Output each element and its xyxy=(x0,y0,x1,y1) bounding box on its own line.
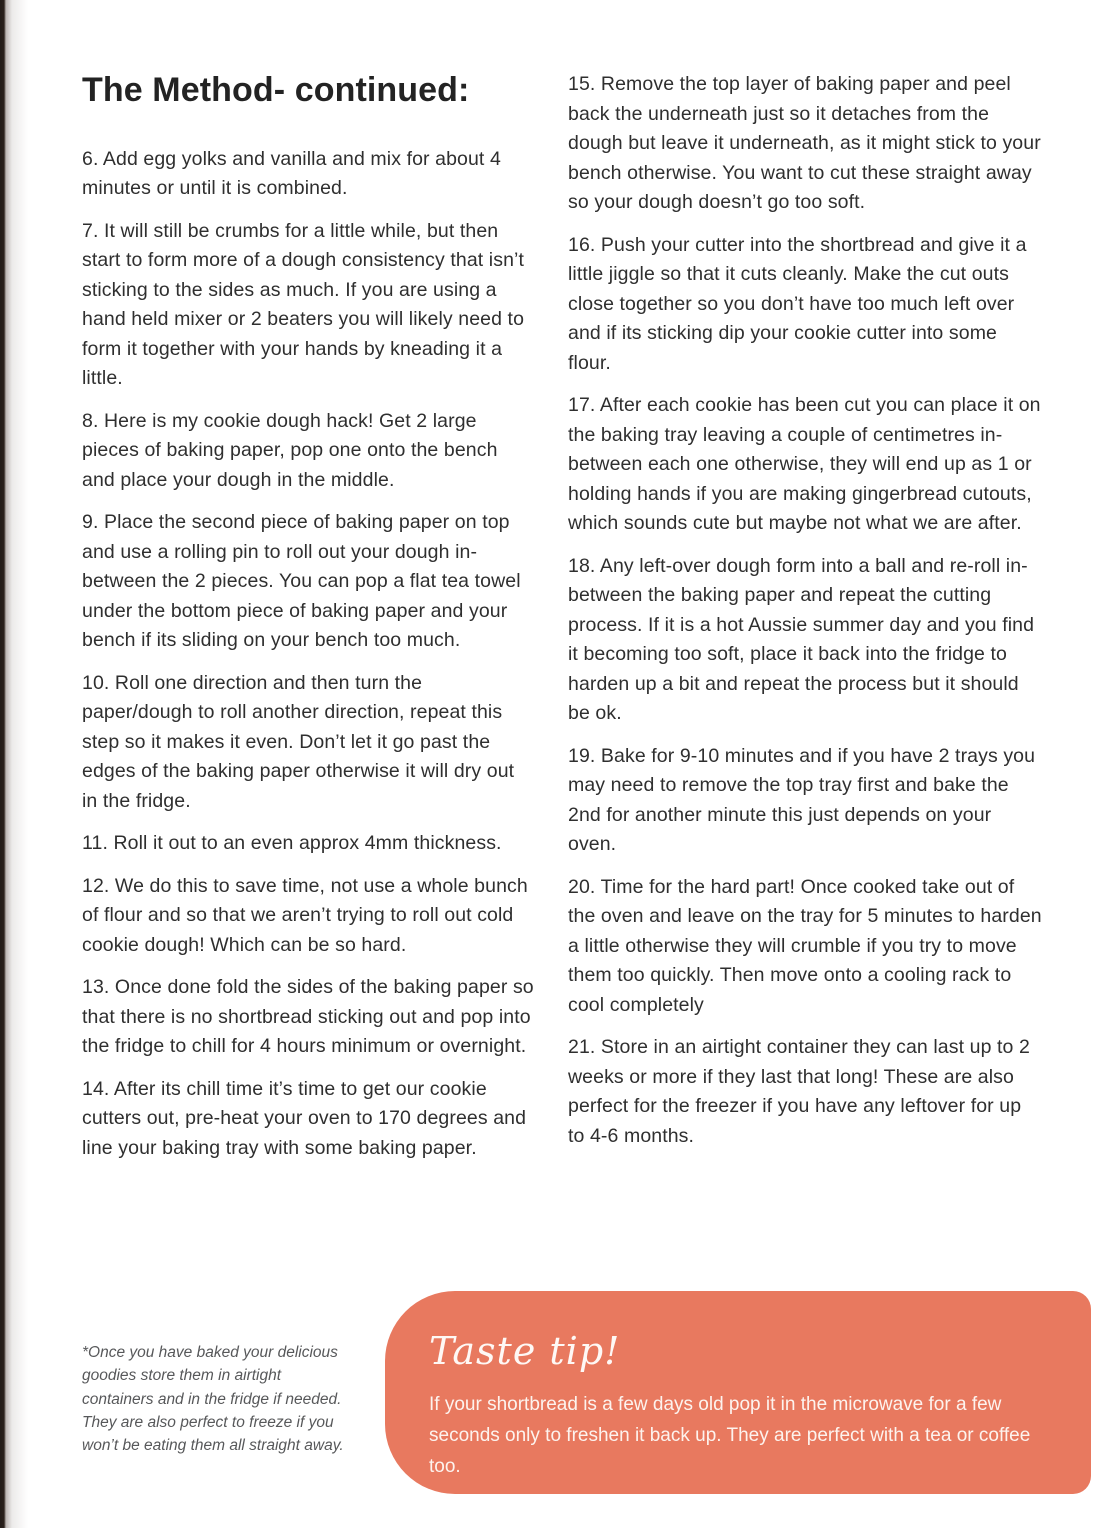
taste-tip-callout xyxy=(385,1291,1091,1494)
method-step-13: 13. Once done fold the sides of the baking paper so that there is no shortbread sticking out and pop into the fridge to chill for 4 hours minimum or overnight. xyxy=(82,976,534,1058)
method-step-17: 17. After each cookie has been cut you can place it on the baking tray leaving a couple of centimetres in-between each one otherwise, they will end up as 1 or holding hands if you are making gingerbread cutouts, which sounds cute but maybe not what we are after. xyxy=(568,394,1041,534)
method-step-15: 15. Remove the top layer of baking paper and peel back the underneath just so it detaches from the dough but leave it underneath, as it might stick to your bench otherwise. You want to cut these straight away so your dough doesn’t go too soft. xyxy=(568,73,1041,213)
method-left-column xyxy=(82,70,534,1176)
method-step-7: 7. It will still be crumbs for a little while, but then start to form more of a dough consistency that isn’t sticking to the sides as much. If you are using a hand held mixer or 2 beaters you will likely need to form it together with your hands by kneading it a little. xyxy=(82,219,525,390)
taste-tip-body: If your shortbread is a few days old pop it in the microwave for a few seconds only to freshen it back up. They are perfect with a tea or coffee too. xyxy=(429,1393,1031,1477)
method-step-20: 20. Time for the hard part! Once cooked take out of the oven and leave on the tray for 5 minutes to harden a little otherwise they will crumble if you try to move them too quickly. Then move onto a cooling rack to cool completely xyxy=(568,875,1042,1016)
method-step-18: 18. Any left-over dough form into a ball and re-roll in-between the baking paper and repeat the cutting process. If it is a hot Aussie summer day and you find it becoming too soft, place it back into the fridge to harden up a bit and repeat the process but it should be ok. xyxy=(568,554,1035,724)
method-right-column xyxy=(568,70,1042,1164)
method-step-8: 8. Here is my cookie dough hack! Get 2 large pieces of baking paper, pop one onto the bench and place your dough in the middle. xyxy=(82,409,498,491)
method-step-19: 19. Bake for 9-10 minutes and if you have 2 trays you may need to remove the top tray first and bake the 2nd for another minute this just depends on your oven. xyxy=(568,744,1036,855)
method-step-21: 21. Store in an airtight container they can last up to 2 weeks or more if they last that long! These are also perfect for the freezer if you have any leftover for up to 4-6 months. xyxy=(568,1036,1030,1147)
method-step-10: 10. Roll one direction and then turn the paper/dough to roll another direction, repeat this step so it makes it even. Don’t let it go past the edges of the baking paper otherwise it will dry out in the fridge. xyxy=(82,671,515,812)
method-step-9: 9. Place the second piece of baking paper on top and use a rolling pin to roll out your dough in-between the 2 pieces. You can pop a flat tea towel under the bottom piece of baking paper and your bench if its sliding on your bench too much. xyxy=(82,511,521,652)
method-step-12: 12. We do this to save time, not use a whole bunch of flour and so that we aren’t trying to roll out cold cookie dough! Which can be so hard. xyxy=(82,874,528,956)
storage-footnote: *Once you have baked your delicious goodies store them in airtight containers and in the fridge if needed. They are also perfect to freeze if you won’t be eating them all straight away. xyxy=(82,1344,344,1454)
method-step-6: 6. Add egg yolks and vanilla and mix for about 4 minutes or until it is combined. xyxy=(82,147,501,200)
taste-tip-title: Taste tip! xyxy=(429,1329,621,1373)
page-left-edge xyxy=(0,0,28,1528)
method-step-11: 11. Roll it out to an even approx 4mm thickness. xyxy=(82,832,502,855)
page-title: The Method- continued: xyxy=(82,71,470,109)
method-step-16: 16. Push your cutter into the shortbread and give it a little jiggle so that it cuts cleanly. Make the cut outs close together so you don’t have too much left over and if its sticking dip your cookie cutter into some flour. xyxy=(568,233,1027,374)
method-step-14: 14. After its chill time it’s time to get our cookie cutters out, pre-heat your oven to 170 degrees and line your baking tray with some baking paper. xyxy=(82,1077,527,1159)
